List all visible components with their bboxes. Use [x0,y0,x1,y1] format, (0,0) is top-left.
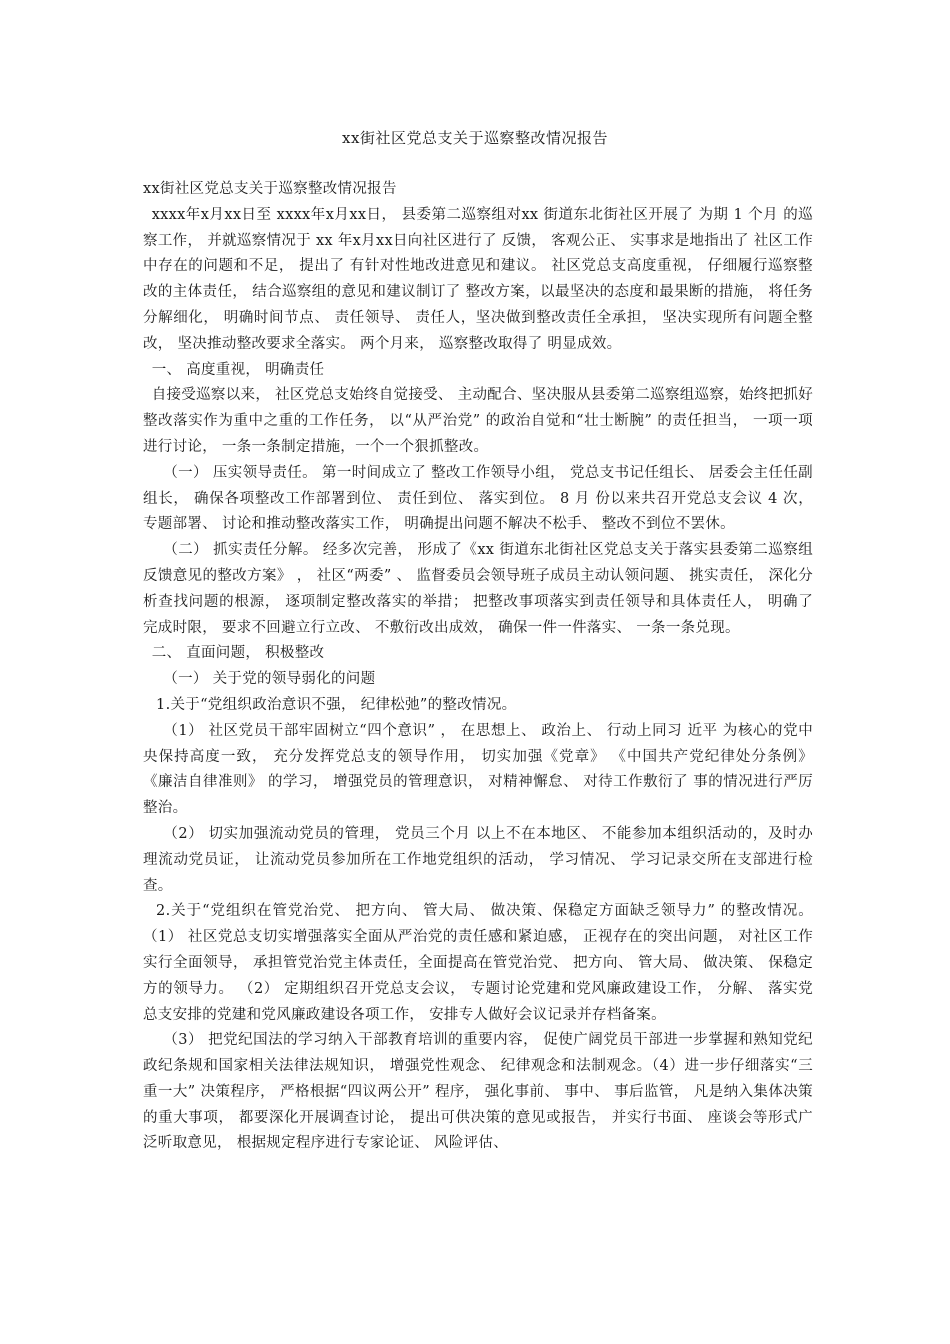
section-one-body: 自接受巡察以来， 社区党总支始终自觉接受、 主动配合、坚决服从县委第二巡察组巡察，始终把抓好整改落实作为重中之重的工作任务， 以“从严治党” 的政治自觉和“壮士断腕” 的责任担当， 一项一项进行讨论， 一条一条制定措施，一个一个狠抓整改。 [143,387,813,455]
document-body [143,177,813,1157]
intro-paragraph: xxxx年x月xx日至 xxxx年x月xx日， 县委第二巡察组对xx 街道东北街社区开展了 为期 1 个月 的巡察工作， 并就巡察情况于 xx 年x月xx日向社区进行了 反馈， 客观公正、 实事求是地指出了 社区工作中存在的问题和不足， 提出了 有针对性地改进意见和建议。 社区党总支高度重视， 仔细履行巡察整改的主体责任， 结合巡察组的意见和建议制订了 整改方案，以最坚决的态度和最果断的措施， 将任务分解细化， 明确时间节点、 责任领导、 责任人，坚决做到整改责任全承担， 坚决实现所有问题全整改， 坚决推动整改要求全落实。 两个月来， 巡察整改取得了 明显成效。 [143,206,813,352]
section-two-heading: 二、 直面问题， 积极整改 [151,645,325,662]
question-one-answer-two: （2） 切实加强流动党员的管理， 党员三个月 以上不在本地区、 不能参加本组织活动的，及时办理流动党员证， 让流动党员参加所在工作地党组织的活动， 学习情况、 学习记录交所在支部进行检查。 [143,825,813,894]
subtitle-paragraph: xx街社区党总支关于巡察整改情况报告 [143,181,397,197]
section-one-heading: 一、 高度重视， 明确责任 [151,361,325,378]
question-one-answer-one: （1） 社区党员干部牢固树立“四个意识” ， 在思想上、 政治上、 行动上同习 近平 为核心的党中央保持高度一致， 充分发挥党总支的领导作用， 切实加强《党章》 《中国共产党纪律处分条例》 《廉洁自律准则》 的学习， 增强党员的管理意识， 对精神懈怠、 对待工作敷衍了 事的情况进行严厉整治。 [143,722,813,817]
question-two-paragraph: 2.关于“党组织在管党治党、 把方向、 管大局、 做决策、保稳定方面缺乏领导力” 的整改情况。 （1） 社区党总支切实增强落实全面从严治党的责任感和紧迫感， 正视存在的突出问题， 对社区工作实行全面领导， 承担管党治党主体责任，全面提高在管党治党、 把方向、 管大局、 做决策、 保稳定方的领导力。 （2） 定期组织召开党总支会议， 专题讨论党建和党风廉政建设工作， 分解、 落实党总支安排的党建和党风廉政建设各项工作， 安排专人做好会议记录并存档备案。 [143,903,813,1023]
document-title: xx街社区党总支关于巡察整改情况报告 [342,129,608,147]
section-one-item-one: （一） 压实领导责任。 第一时间成立了 整改工作领导小组， 党总支书记任组长、 居委会主任任副组长， 确保各项整改工作部署到位、 责任到位、 落实到位。 8 月 份以来共召开党总支会议 4 次， 专题部署、 讨论和推动整改落实工作， 明确提出问题不解决不松手、 整改不到位不罢休。 [143,464,813,533]
question-two-answer-three: （3） 把党纪国法的学习纳入干部教育培训的重要内容， 促使广阔党员干部进一步掌握和熟知党纪政纪条规和国家相关法律法规知识， 增强党性观念、 纪律观念和法制观念。（4）进一步仔细落实“三重一大” 决策程序， 严格根据“四议两公开” 程序， 强化事前、 事中、 事后监管， 凡是纳入集体决策的重大事项， 都要深化开展调查讨论， 提出可供决策的意见或报告， 并实行书面、 座谈会等形式广泛听取意见， 根据规定程序进行专家论证、 风险评估、 [143,1032,813,1152]
question-one-heading: 1.关于“党组织政治意识不强， 纪律松弛”的整改情况。 [156,696,517,713]
section-one-item-two: （二） 抓实责任分解。 经多次完善， 形成了《xx 街道东北街社区党总支关于落实县委第二巡察组反馈意见的整改方案》 ， 社区“两委” 、 监督委员会领导班子成员主动认领问题、 挑实责任， 深化分析查找问题的根源， 逐项制定整改落实的举措； 把整改事项落实到责任领导和具体责任人， 明确了 完成时限， 要求不回避立行立改、 不敷衍改出成效， 确保一件一件落实、 一条一条兑现。 [143,542,813,636]
section-two-subheading: （一） 关于党的领导弱化的问题 [163,671,376,688]
